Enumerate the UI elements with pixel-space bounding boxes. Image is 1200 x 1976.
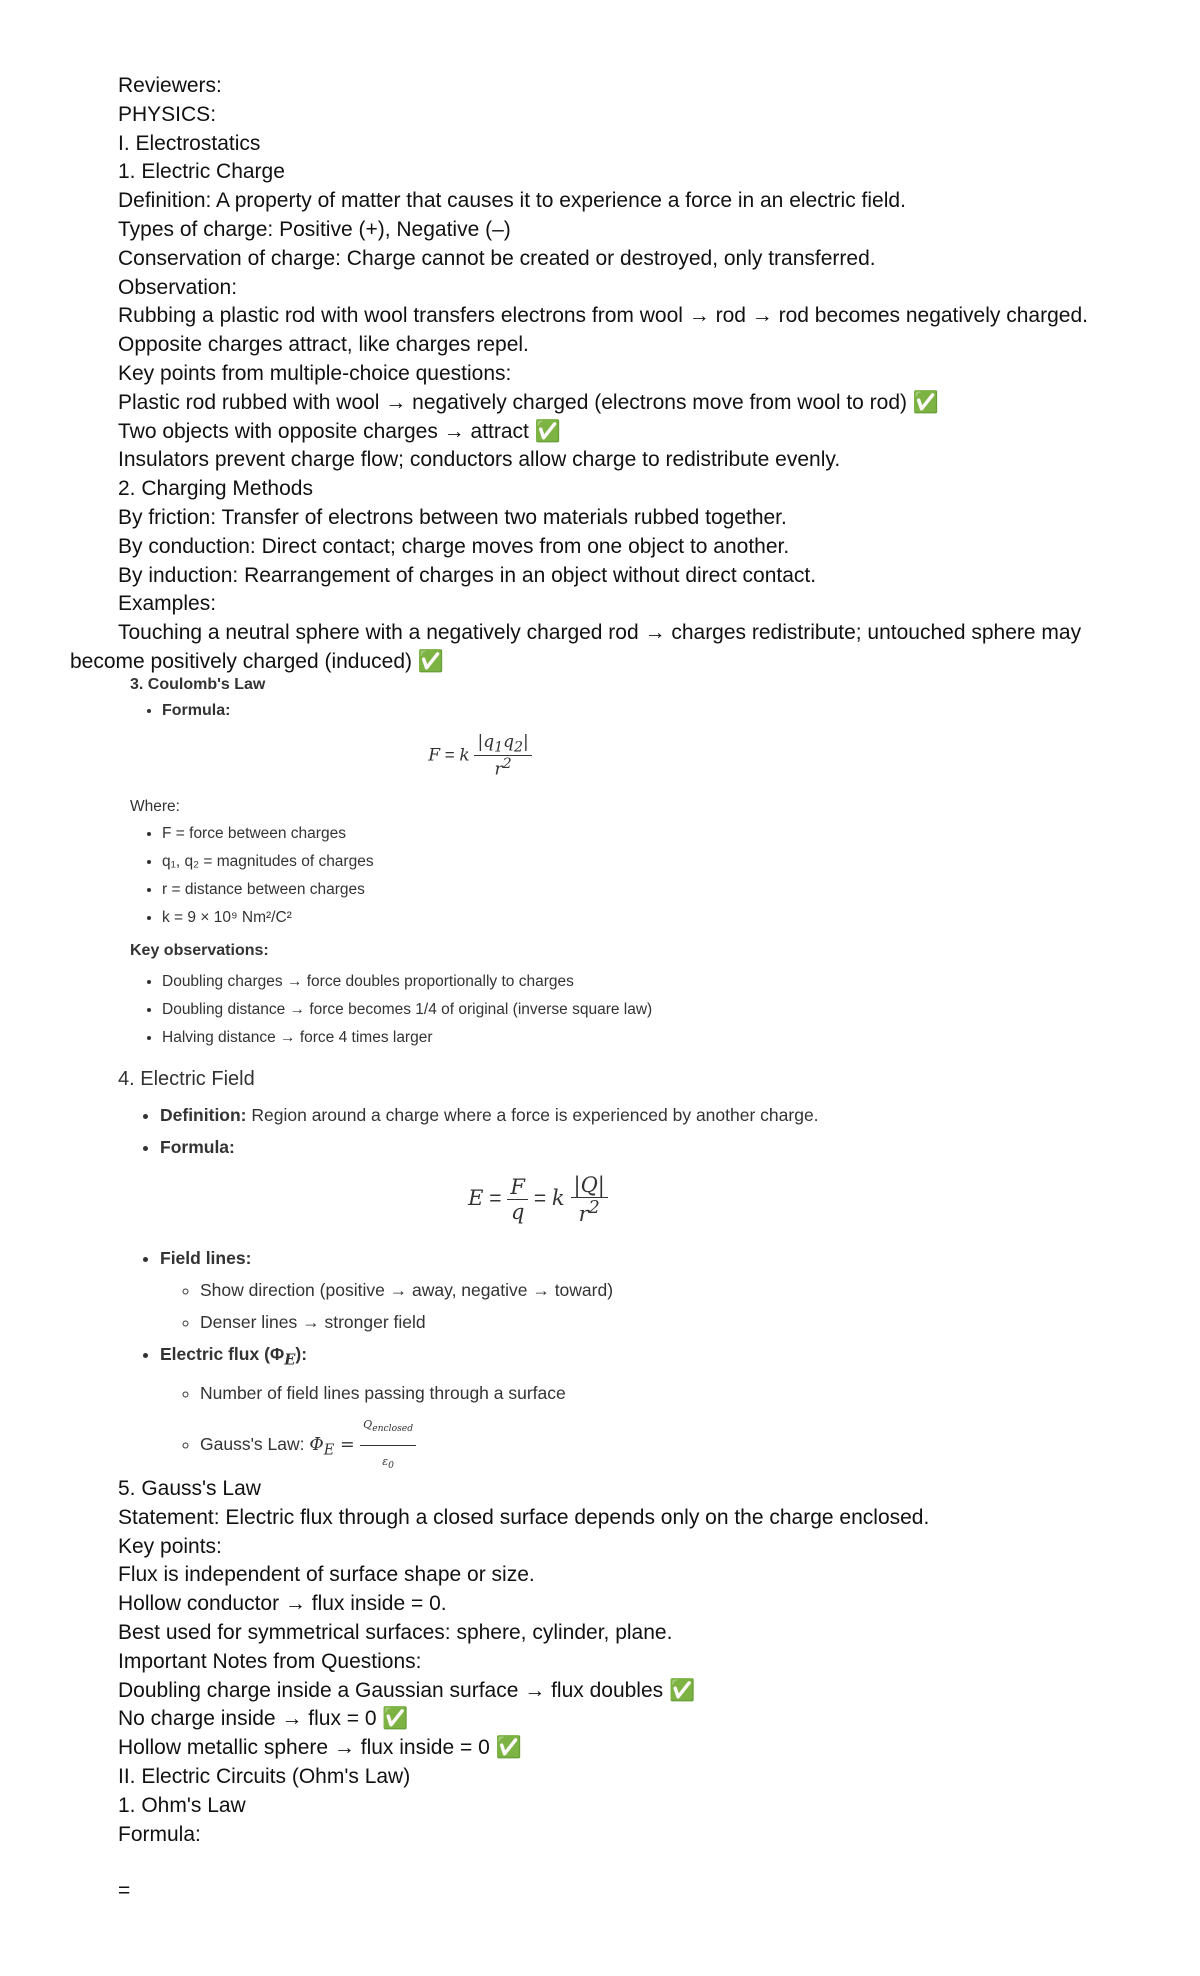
text-line: Key points:: [118, 1534, 222, 1558]
text-line: No charge inside → flux = 0 ✅: [118, 1707, 409, 1731]
list-item: • r = distance between charges: [162, 876, 830, 904]
text-line: Reviewers:: [118, 74, 222, 97]
key-observations-label: Key observations:: [130, 942, 269, 960]
text-line: Definition: A property of matter that causes it to experience a force in an electric field.: [118, 189, 906, 213]
text-line: II. Electric Circuits (Ohm's Law): [118, 1764, 411, 1788]
list-item: ◦ Number of field lines passing through a surface: [200, 1377, 1018, 1409]
text-line: Touching a neutral sphere with a negatively charged rod → charges redistribute; untouched sphere may: [118, 621, 1082, 645]
text-line: Rubbing a plastic rod with wool transfers electrons from wool → rod → rod becomes negatively charged.: [118, 304, 1088, 328]
definition-label: Definition:: [160, 1105, 247, 1125]
text-line: Opposite charges attract, like charges repel.: [118, 333, 529, 357]
coulomb-section: [130, 676, 830, 1052]
list-item: • Doubling charges → force doubles proportionally to charges: [162, 968, 830, 996]
gauss-law-label: Gauss's Law:: [200, 1433, 310, 1454]
list-item: [160, 1099, 1018, 1131]
coulomb-formula: F = k $\frac{|q_1q_2|}{r^2}$: [130, 732, 830, 780]
list-item: [160, 1242, 1018, 1338]
where-label: Where:: [130, 798, 180, 816]
list-item: [200, 1409, 1018, 1482]
list-item: • F = force between charges: [162, 820, 830, 848]
text-line: 1. Electric Charge: [118, 160, 285, 184]
text-line: Doubling charge inside a Gaussian surface → flux doubles ✅: [118, 1678, 696, 1702]
list-item: • Doubling distance → force becomes 1/4 of original (inverse square law): [162, 996, 830, 1024]
list-item: • k = 9 × 10⁹ Nm²/C²: [162, 904, 830, 932]
text-line: By friction: Transfer of electrons between two materials rubbed together.: [118, 505, 787, 529]
electric-field-section: [118, 1068, 1018, 1482]
definition-text: Region around a charge where a force is experienced by another charge.: [246, 1105, 819, 1125]
text-line: 1. Ohm's Law: [118, 1793, 246, 1817]
list-item: [160, 1338, 1018, 1482]
text-line: become positively charged (induced) ✅: [70, 649, 445, 673]
text-line: By conduction: Direct contact; charge moves from one object to another.: [118, 534, 790, 558]
text-line: Plastic rod rubbed with wool → negatively charged (electrons move from wool to rod) ✅: [118, 390, 940, 414]
text-line: By induction: Rearrangement of charges in an object without direct contact.: [118, 563, 817, 587]
text-line: Formula:: [118, 1822, 201, 1846]
notes-part-1: [70, 72, 1158, 677]
flux-label: Electric flux $(\Phi_E)$:: [160, 1344, 308, 1369]
text-line: Important Notes from Questions:: [118, 1649, 422, 1673]
section-heading: 3. Coulomb's Law: [130, 676, 266, 693]
list-item: • q₁, q₂ = magnitudes of charges: [162, 848, 830, 876]
text-line: PHYSICS:: [118, 102, 217, 126]
text-line: Conservation of charge: Charge cannot be created or destroyed, only transferred.: [118, 246, 876, 270]
list-item: • Halving distance → force 4 times larger: [162, 1024, 830, 1052]
text-line: 2. Charging Methods: [118, 477, 313, 501]
text-line: Observation:: [118, 275, 238, 299]
field-lines-label: Field lines:: [160, 1248, 252, 1268]
formula-label: • Formula:: [162, 702, 830, 720]
formula-label: Formula:: [160, 1137, 235, 1157]
text-line: Flux is independent of surface shape or size.: [118, 1563, 535, 1587]
list-item: ◦ Show direction (positive → away, negative → toward): [200, 1274, 1018, 1306]
gauss-formula: $\Phi_E$ = $\frac{Q_{enclosed}}{\varepsilon_0}$: [309, 1435, 416, 1455]
field-formula: E = $\frac{F}{q}$ = k $\frac{|Q|}{r^2}$: [58, 1173, 1018, 1226]
text-line: Hollow metallic sphere → flux inside = 0 ✅: [118, 1736, 522, 1760]
text-line: Types of charge: Positive (+), Negative (–): [118, 217, 511, 241]
text-line: Statement: Electric flux through a closed surface depends only on the charge enclosed.: [118, 1505, 930, 1529]
text-line: Hollow conductor → flux inside = 0.: [118, 1592, 447, 1616]
text-line: Examples:: [118, 592, 217, 616]
text-line: I. Electrostatics: [118, 131, 261, 155]
text-line: Insulators prevent charge flow; conductors allow charge to redistribute evenly.: [118, 448, 841, 472]
text-line: 5. Gauss's Law: [118, 1477, 261, 1500]
list-item: ◦ Denser lines → stronger field: [200, 1306, 1018, 1338]
text-line: Best used for symmetrical surfaces: sphere, cylinder, plane.: [118, 1620, 673, 1644]
section-heading: 4. Electric Field: [118, 1068, 255, 1090]
text-line: Key points from multiple-choice questions:: [118, 361, 512, 385]
list-item: [160, 1131, 1018, 1163]
notes-part-2: [118, 1475, 1158, 1906]
text-line: Two objects with opposite charges → attract ✅: [118, 419, 561, 443]
equals-line: =: [118, 1879, 131, 1903]
